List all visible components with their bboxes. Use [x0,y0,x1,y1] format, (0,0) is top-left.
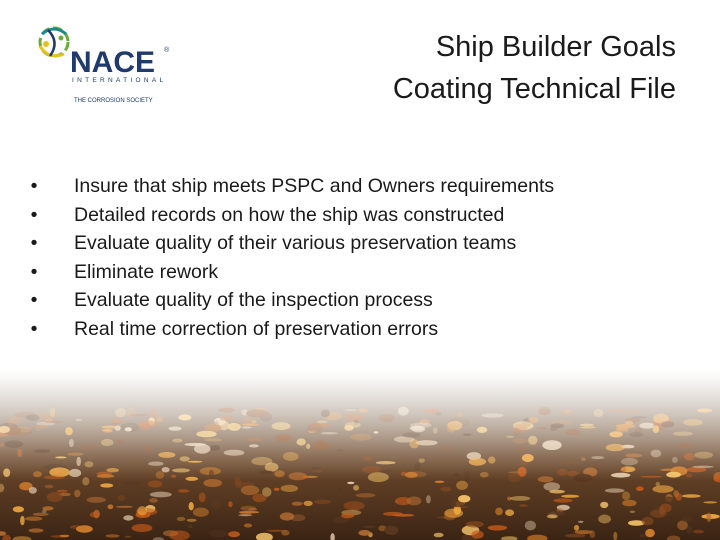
goals-list [28,172,554,344]
texture-speck [274,488,280,491]
texture-speck [458,495,470,502]
texture-speck [353,485,359,491]
texture-speck [466,521,484,527]
texture-speck [13,506,24,512]
texture-speck [578,521,584,523]
texture-speck [341,513,354,518]
texture-speck [241,486,259,496]
texture-speck [525,521,536,531]
texture-speck [561,495,579,498]
texture-speck [519,504,528,507]
texture-speck [149,498,158,503]
texture-speck [468,489,475,497]
texture-speck [549,490,565,494]
texture-speck [5,499,25,501]
title-line-1: Ship Builder Goals [435,31,676,63]
bullet-icon: • [30,232,38,255]
background-photo-band [0,370,720,540]
texture-speck [239,511,260,514]
texture-speck [57,490,68,493]
texture-speck [238,514,252,516]
texture-speck [106,534,120,537]
texture-speck [693,530,704,534]
globe-emblem-icon [40,28,68,56]
texture-speck [622,500,636,507]
texture-speck [150,492,172,498]
texture-speck [76,525,93,532]
texture-speck [188,525,192,528]
texture-speck [177,517,186,521]
texture-speck [25,517,43,521]
texture-speck [553,498,573,502]
list-item-text: Insure that ship meets PSPC and Owners requirements [74,175,555,197]
logo-tagline: THE CORROSION SOCIETY [74,98,153,104]
texture-speck [187,519,197,522]
texture-speck [645,529,655,537]
texture-speck [240,506,256,511]
texture-speck [471,531,483,539]
list-item [28,172,554,201]
texture-speck [435,481,445,483]
texture-speck [137,506,147,515]
texture-speck [653,485,674,493]
texture-speck [60,535,70,537]
texture-speck [45,485,54,488]
texture-speck [90,512,100,518]
texture-speck [664,497,674,503]
nace-logo [28,20,178,110]
texture-speck [116,506,133,508]
texture-speck [590,530,595,538]
texture-speck [681,516,692,522]
texture-speck [228,501,233,507]
texture-speck [347,482,354,484]
texture-speck [199,492,206,502]
texture-speck [622,492,630,501]
logo-wordmark: NACE [70,46,156,79]
texture-speck [636,486,644,491]
texture-speck [650,510,667,518]
list-item [28,286,554,315]
logo-registered-mark: ® [164,47,170,54]
logo-subtitle: INTERNATIONAL [72,77,167,84]
bullet-icon: • [30,260,38,283]
texture-speck [28,528,43,532]
list-item-text: Eliminate rework [74,260,219,283]
list-item-text: Real time correction of preservation errors [74,317,439,340]
texture-speck [687,526,693,534]
title-line-2: Coating Technical File [392,73,676,105]
texture-speck [630,511,636,513]
texture-speck [211,500,222,509]
texture-speck [675,493,682,501]
texture-speck [304,501,313,506]
texture-speck [148,480,163,487]
texture-speck [547,514,558,518]
texture-speck [598,515,611,524]
texture-speck [682,494,701,498]
bullet-icon: • [30,203,38,226]
texture-speck [574,525,579,531]
texture-speck [384,526,398,535]
list-item [28,258,554,287]
texture-speck [122,481,141,485]
texture-speck [29,487,37,494]
texture-speck [280,512,294,520]
list-item-text: Detailed records on how the ship was constructed [74,203,505,226]
texture-speck [189,502,194,510]
texture-speck [600,502,608,508]
texture-speck [510,496,530,501]
texture-speck [118,495,126,501]
texture-speck [440,487,451,492]
texture-speck [456,481,468,490]
texture-speck [383,512,403,516]
list-item-text: Evaluate quality of their various preservation teams [74,232,517,255]
texture-speck [642,517,654,525]
texture-speck [281,530,289,536]
texture-speck [488,525,508,530]
texture-speck [74,490,80,498]
texture-speck [209,530,229,537]
texture-speck [565,534,586,538]
texture-speck [108,504,114,509]
texture-speck [703,501,717,503]
bullet-icon: • [30,289,38,312]
slide-title [256,26,676,110]
corrosion-texture-image [0,370,720,540]
texture-speck [407,496,422,505]
texture-speck [33,513,49,516]
texture-speck [314,500,331,504]
texture-speck [20,516,25,525]
texture-speck [495,508,503,516]
texture-speck [359,530,371,536]
texture-speck [244,524,252,528]
texture-speck [605,488,625,492]
texture-speck [123,515,133,520]
list-item [28,315,554,344]
bullet-icon: • [30,175,38,197]
texture-speck [505,509,514,516]
texture-speck [707,512,712,522]
texture-speck [337,487,342,496]
texture-speck [125,536,131,538]
texture-speck [613,532,617,540]
texture-speck [444,512,456,521]
texture-speck [203,479,222,487]
texture-speck [434,533,444,538]
nace-logo-icon [28,20,178,110]
list-item-text: Evaluate quality of the inspection process [74,289,433,312]
texture-speck [228,531,240,537]
texture-speck [252,494,266,503]
texture-speck [356,493,376,497]
list-item [28,201,554,230]
texture-speck [426,495,431,503]
list-item [28,229,554,258]
texture-speck [169,531,190,540]
texture-speck [281,485,299,492]
texture-speck [344,501,365,510]
texture-speck [544,482,561,491]
texture-speck [193,508,209,517]
texture-speck [292,502,303,506]
texture-speck [363,526,375,528]
texture-speck [47,492,63,502]
texture-speck [132,524,153,532]
bullet-icon: • [30,317,38,340]
texture-speck [132,487,146,490]
texture-speck [100,483,113,487]
texture-speck [87,497,106,503]
